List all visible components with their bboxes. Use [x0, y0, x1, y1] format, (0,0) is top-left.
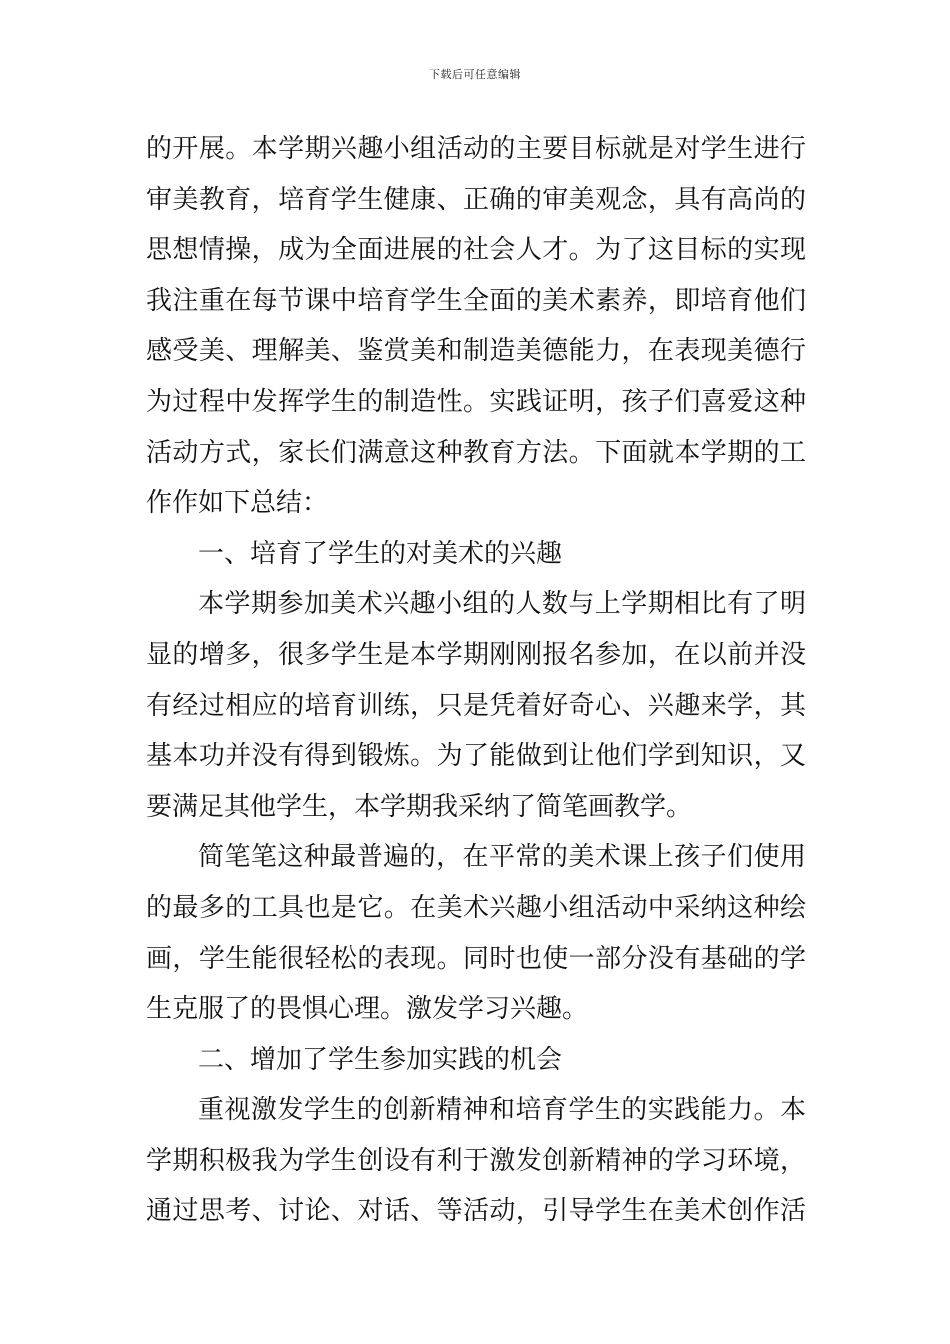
text-line: 的最多的工具也是它。在美术兴趣小组活动中采纳这种绘: [146, 892, 806, 923]
body-text: [146, 124, 806, 1237]
text-line: 为过程中发挥学生的制造性。实践证明，孩子们喜爱这种: [146, 386, 806, 417]
header-note: 下载后可任意编辑: [429, 68, 521, 81]
text-line: 显的增多，很多学生是本学期刚刚报名参加，在以前并没: [146, 639, 806, 670]
text-line: 画，学生能很轻松的表现。同时也使一部分没有基础的学: [146, 943, 806, 974]
text-line: 生克服了的畏惧心理。激发学习兴趣。: [146, 994, 589, 1025]
text-line: 感受美、理解美、鉴赏美和制造美德能力，在表现美德行: [146, 336, 806, 367]
text-line: 要满足其他学生，本学期我采纳了简笔画教学。: [146, 791, 693, 822]
text-line: 通过思考、讨论、对话、等活动，引导学生在美术创作活: [146, 1196, 806, 1227]
text-line: 的开展。本学期兴趣小组活动的主要目标就是对学生进行: [146, 134, 806, 164]
text-line: 学期积极我为学生创设有利于激发创新精神的学习环境，: [146, 1145, 806, 1176]
text-line: 本学期参加美术兴趣小组的人数与上学期相比有了明: [198, 589, 806, 620]
text-line: 有经过相应的培育训练，只是凭着好奇心、兴趣来学，其: [146, 690, 806, 721]
section-heading: 二、增加了学生参加实践的机会: [198, 1044, 563, 1075]
text-line: 审美教育，培育学生健康、正确的审美观念，具有高尚的: [146, 184, 806, 215]
text-line: 思想情操，成为全面进展的社会人才。为了这目标的实现: [146, 235, 806, 266]
text-line: 重视激发学生的创新精神和培育学生的实践能力。本: [198, 1095, 806, 1126]
text-line: 作作如下总结：: [146, 488, 329, 519]
text-line: 我注重在每节课中培育学生全面的美术素养，即培育他们: [146, 285, 806, 316]
section-heading: 一、培育了学生的对美术的兴趣: [198, 538, 563, 569]
text-line: 简笔笔这种最普遍的，在平常的美术课上孩子们使用: [198, 842, 806, 873]
text-line: 基本功并没有得到锻炼。为了能做到让他们学到知识，又: [146, 741, 806, 772]
text-line: 活动方式，家长们满意这种教育方法。下面就本学期的工: [146, 437, 806, 468]
